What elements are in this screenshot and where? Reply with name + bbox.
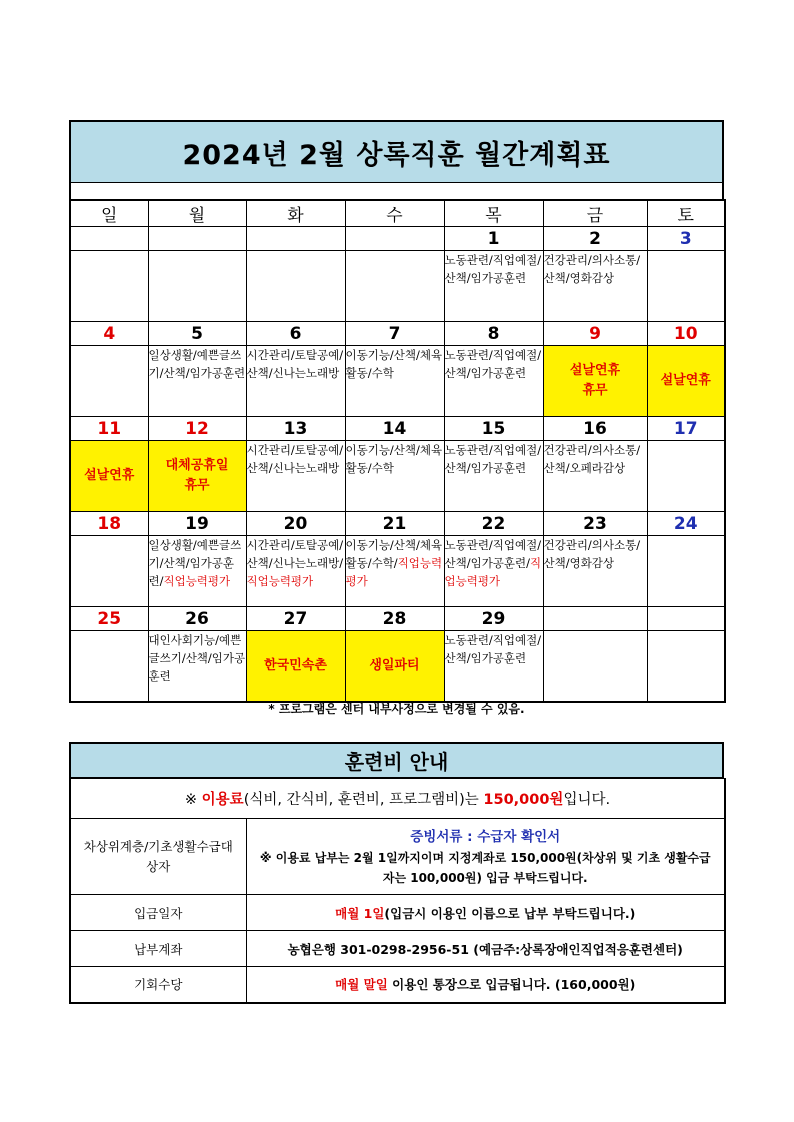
- fee-allowance-label: 기회수당: [70, 967, 246, 1003]
- day-events: [70, 251, 148, 322]
- fee-allowance-value: [246, 967, 725, 1003]
- day-events: [345, 536, 444, 607]
- day-events: [444, 536, 543, 607]
- day-number: [543, 607, 647, 631]
- weekday-sun: 일: [70, 200, 148, 227]
- fee-summary-label: 이용료: [201, 792, 244, 808]
- day-events: 노동관련/직업예절/산책/임가공훈련: [444, 251, 543, 322]
- day-events: [148, 251, 246, 322]
- fee-proof-cell: [246, 819, 725, 895]
- week-5-events: [70, 631, 725, 702]
- fee-summary-amount: 150,000원: [483, 792, 564, 808]
- fee-deposit-rest: (입금시 이용인 이름으로 납부 부탁드립니다.): [384, 905, 636, 921]
- day-number: 11: [70, 417, 148, 441]
- day-number: [148, 227, 246, 251]
- day-events: 시간관리/토탈공예/산책/신나는노래방: [246, 346, 345, 417]
- week-5-dates: [70, 607, 725, 631]
- holiday-cell: [148, 441, 246, 512]
- day-number: 2: [543, 227, 647, 251]
- day-number: 15: [444, 417, 543, 441]
- calendar-note: * 프로그램은 센터 내부사정으로 변경될 수 있음.: [268, 702, 525, 716]
- event-cell-highlight: [246, 631, 345, 702]
- fee-summary-detail: (식비, 간식비, 훈련비, 프로그램비)는: [243, 792, 484, 808]
- day-events: [543, 631, 647, 702]
- holiday-label: 대체공휴일: [165, 458, 229, 473]
- event-highlight: 직업능력평가: [444, 556, 542, 588]
- calendar-table: [69, 199, 726, 703]
- holiday-cell: [543, 346, 647, 417]
- day-number: 27: [246, 607, 345, 631]
- holiday-label: 설날연휴: [84, 468, 135, 483]
- event-highlight: 직업능력평가: [246, 574, 314, 588]
- week-2-events: [70, 346, 725, 417]
- fee-table: [69, 778, 726, 1004]
- holiday-sublabel: 휴무: [582, 383, 608, 398]
- fee-deposit-value: [246, 895, 725, 931]
- day-number: 13: [246, 417, 345, 441]
- day-number: 9: [543, 322, 647, 346]
- day-events: [70, 346, 148, 417]
- fee-title: 훈련비 안내: [69, 742, 724, 778]
- calendar-title: 2024년 2월 상록직훈 월간계획표: [69, 120, 724, 183]
- event-text: 이동기능/산책/체육활동/수학/: [345, 538, 443, 570]
- fee-allowance-rest: 이용인 통장으로 입금됩니다. (160,000원): [387, 977, 636, 993]
- day-number: 1: [444, 227, 543, 251]
- day-number: 26: [148, 607, 246, 631]
- day-events: 노동관련/직업예절/산책/임가공훈련: [444, 346, 543, 417]
- event-cell-highlight: [345, 631, 444, 702]
- day-number: 7: [345, 322, 444, 346]
- day-events: 건강관리/의사소통/산책/영화감상: [543, 251, 647, 322]
- day-events: 대인사회기능/예쁜글쓰기/산책/임가공훈련: [148, 631, 246, 702]
- fee-allowance-highlight: 매월 말일: [335, 977, 388, 993]
- fee-proof-label: 차상위계층/기초생활수급대상자: [70, 819, 246, 895]
- day-number: 21: [345, 512, 444, 536]
- week-3-dates: [70, 417, 725, 441]
- calendar-spacer-row: [69, 183, 724, 199]
- day-events: 일상생활/예쁜글쓰기/산책/임가공훈련: [148, 346, 246, 417]
- day-events: [647, 441, 725, 512]
- fee-deposit-row: [70, 895, 725, 931]
- day-events: [70, 631, 148, 702]
- day-number: 5: [148, 322, 246, 346]
- weekday-wed: 수: [345, 200, 444, 227]
- fee-summary-row: [70, 779, 725, 819]
- day-number: 24: [647, 512, 725, 536]
- day-number: [70, 227, 148, 251]
- day-events: [345, 251, 444, 322]
- day-events: 이동기능/산책/체육활동/수학: [345, 441, 444, 512]
- week-4-events: [70, 536, 725, 607]
- event-text: 노동관련/직업예절/산책/임가공훈련/: [444, 538, 542, 570]
- week-1-events: [70, 251, 725, 322]
- day-events: 시간관리/토탈공예/산책/신나는노래방: [246, 441, 345, 512]
- event-text: 시간관리/토탈공예/산책/신나는노래방/: [246, 538, 344, 570]
- weekday-mon: 월: [148, 200, 246, 227]
- day-number: 17: [647, 417, 725, 441]
- day-number: 16: [543, 417, 647, 441]
- event-label: 한국민속촌: [264, 657, 327, 673]
- day-number: 29: [444, 607, 543, 631]
- holiday-label: 설날연휴: [569, 363, 621, 378]
- day-events: 이동기능/산책/체육활동/수학: [345, 346, 444, 417]
- day-number: 3: [647, 227, 725, 251]
- holiday-sublabel: 휴무: [184, 478, 210, 493]
- day-number: 4: [70, 322, 148, 346]
- fee-allowance-row: [70, 967, 725, 1003]
- weekday-thu: 목: [444, 200, 543, 227]
- weekday-fri: 금: [543, 200, 647, 227]
- fee-deposit-label: 입금일자: [70, 895, 246, 931]
- day-events: 노동관련/직업예절/산책/임가공훈련: [444, 631, 543, 702]
- fee-account-value: 농협은행 301-0298-2956-51 (예금주:상록장애인직업적응훈련센터): [246, 931, 725, 967]
- fee-deposit-highlight: 매월 1일: [335, 905, 385, 921]
- day-number: 12: [148, 417, 246, 441]
- weekday-header-row: [70, 200, 725, 227]
- holiday-label: 설날연휴: [660, 373, 711, 388]
- fee-proof-desc: ※ 이용료 납부는 2월 1일까지이며 지정계좌로 150,000원(차상위 및 기초 생활수급자는 100,000원) 입금 부탁드립니다.: [259, 851, 711, 885]
- day-events: [70, 536, 148, 607]
- fee-account-row: [70, 931, 725, 967]
- fee-proof-title: 증빙서류 : 수급자 확인서: [410, 829, 561, 845]
- day-events: [148, 536, 246, 607]
- event-highlight: 직업능력평가: [345, 556, 443, 588]
- fee-summary: [70, 779, 725, 819]
- event-text: 일상생활/예쁜글쓰기/산책/임가공훈련/: [148, 538, 242, 588]
- week-4-dates: [70, 512, 725, 536]
- day-events: [647, 251, 725, 322]
- day-number: 6: [246, 322, 345, 346]
- day-number: 10: [647, 322, 725, 346]
- holiday-cell: [70, 441, 148, 512]
- event-highlight: 직업능력평가: [163, 574, 231, 588]
- day-events: 건강관리/의사소통/산책/오페라감상: [543, 441, 647, 512]
- day-number: 8: [444, 322, 543, 346]
- day-number: 19: [148, 512, 246, 536]
- fee-account-label: 납부계좌: [70, 931, 246, 967]
- week-2-dates: [70, 322, 725, 346]
- holiday-cell: [647, 346, 725, 417]
- day-number: 18: [70, 512, 148, 536]
- fee-summary-prefix: ※: [184, 792, 202, 808]
- day-number: 28: [345, 607, 444, 631]
- day-number: [647, 607, 725, 631]
- week-3-events: [70, 441, 725, 512]
- day-number: 23: [543, 512, 647, 536]
- day-events: 노동관련/직업예절/산책/임가공훈련: [444, 441, 543, 512]
- day-number: 22: [444, 512, 543, 536]
- day-number: 20: [246, 512, 345, 536]
- day-number: 25: [70, 607, 148, 631]
- fee-proof-row: [70, 819, 725, 895]
- day-events: [246, 536, 345, 607]
- day-number: 14: [345, 417, 444, 441]
- weekday-tue: 화: [246, 200, 345, 227]
- day-events: [647, 536, 725, 607]
- day-number: [345, 227, 444, 251]
- day-events: 건강관리/의사소통/산책/영화감상: [543, 536, 647, 607]
- event-label: 생일파티: [369, 657, 420, 673]
- week-1-dates: [70, 227, 725, 251]
- day-events: [246, 251, 345, 322]
- fee-summary-suffix: 입니다.: [563, 792, 611, 808]
- weekday-sat: 토: [647, 200, 725, 227]
- day-events: [647, 631, 725, 702]
- day-number: [246, 227, 345, 251]
